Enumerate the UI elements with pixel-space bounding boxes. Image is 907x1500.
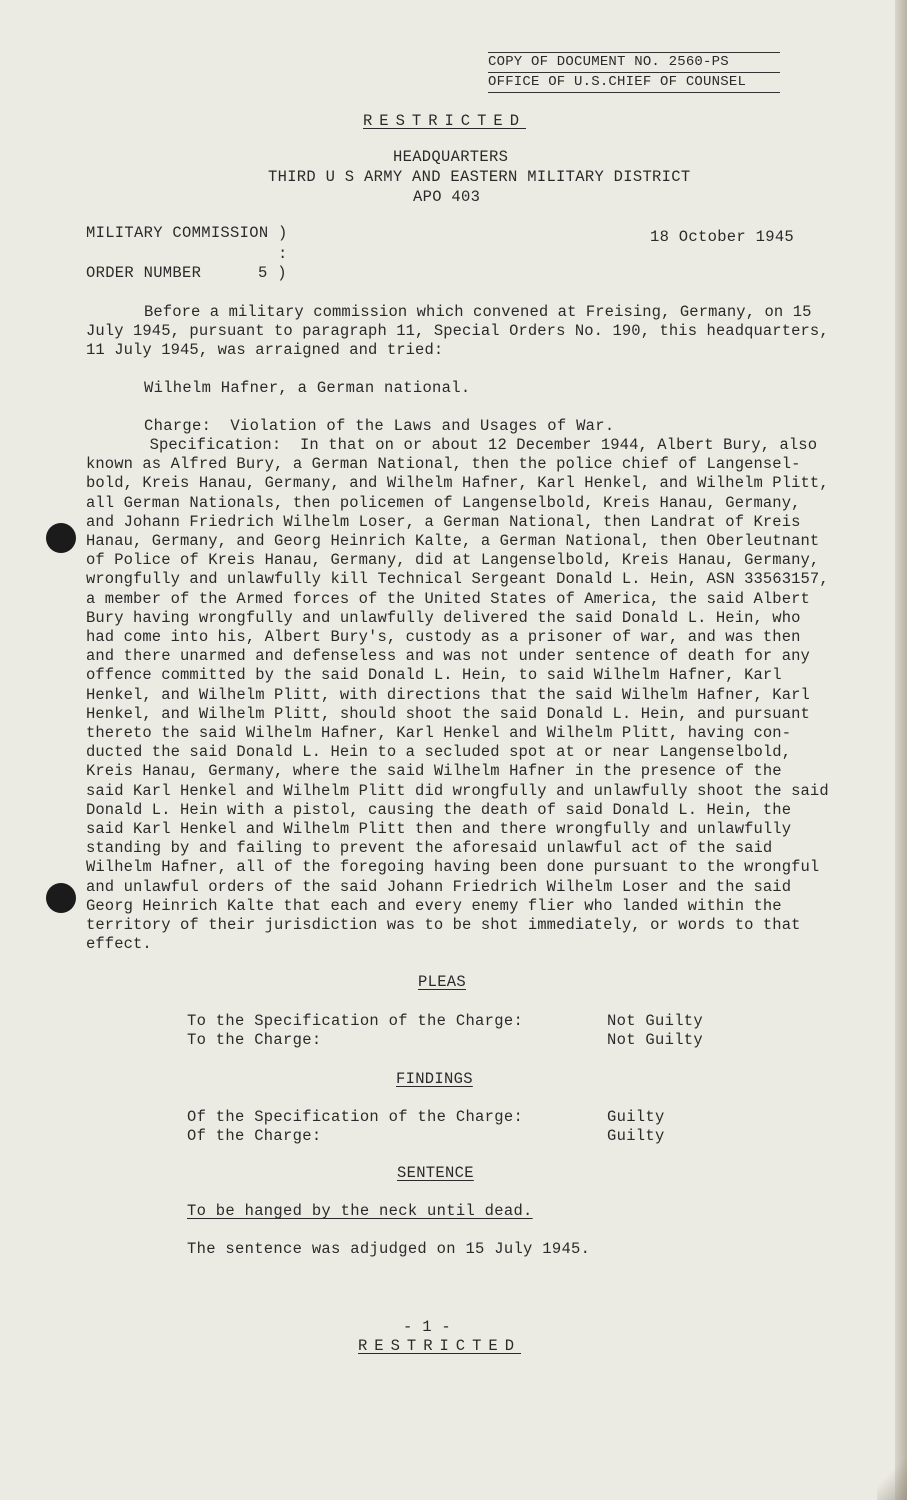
order-number-value: 5 ) [258, 264, 287, 282]
specification-line: and Johann Friedrich Wilhelm Loser, a German National, then Landrat of Kreis [86, 512, 801, 531]
page-number: - 1 - [403, 1318, 452, 1336]
findings-heading: FINDINGS [396, 1070, 473, 1088]
hq-apo: APO 403 [413, 188, 481, 206]
pleas-heading: PLEAS [418, 973, 467, 991]
specification-line: wrongfully and unlawfully kill Technical Sergeant Donald L. Hein, ASN 33563157, [86, 570, 829, 589]
pleas-charge-value: Not Guilty [607, 1031, 704, 1049]
specification-line: had come into his, Albert Bury's, custody as a prisoner of war, and was then [86, 628, 801, 647]
intro-line: Before a military commission which convened at Freising, Germany, on 15 [144, 303, 812, 321]
sentence-adjudged: The sentence was adjudged on 15 July 1945. [187, 1240, 591, 1258]
order-colon: : [278, 245, 288, 263]
specification-line: known as Alfred Bury, a German National, then the police chief of Langensel- [86, 455, 801, 474]
specification-line: Wilhelm Hafner, all of the foregoing having been done pursuant to the wrongful [86, 858, 820, 877]
specification-line: bold, Kreis Hanau, Germany, and Wilhelm Hafner, Karl Henkel, and Wilhelm Plitt, [86, 474, 829, 493]
specification-line: Donald L. Hein with a pistol, causing the death of said Donald L. Hein, the [86, 800, 792, 819]
intro-line: July 1945, pursuant to paragraph 11, Special Orders No. 190, this headquarters, [86, 322, 829, 341]
pleas-spec-label: To the Specification of the Charge: [187, 1012, 524, 1030]
charge-line: Charge: Violation of the Laws and Usages of War. [144, 417, 615, 435]
specification-line: said Karl Henkel and Wilhelm Plitt did wrongfully and unlawfully shoot the said [86, 781, 829, 800]
findings-spec-value: Guilty [607, 1108, 665, 1126]
sentence-text: To be hanged by the neck until dead. [187, 1202, 533, 1220]
findings-charge-value: Guilty [607, 1127, 665, 1145]
intro-paragraph [86, 303, 846, 361]
hq-unit: THIRD U S ARMY AND EASTERN MILITARY DISTRICT [268, 168, 691, 186]
findings-spec-label: Of the Specification of the Charge: [187, 1108, 524, 1126]
specification-line: thereto the said Wilhelm Hafner, Karl Henkel and Wilhelm Plitt, having con- [86, 724, 792, 743]
specification-line: all German Nationals, then policemen of Langenselbold, Kreis Hanau, Germany, [86, 493, 801, 512]
pleas-spec-value: Not Guilty [607, 1012, 704, 1030]
specification-line: Hanau, Germany, and Georg Heinrich Kalte, a German National, then Oberleutnant [86, 532, 820, 551]
punch-hole-lower [46, 883, 76, 913]
accused-name: Wilhelm Hafner, a German national. [144, 379, 471, 397]
specification-line: standing by and failing to prevent the aforesaid unlawful act of the said [86, 839, 773, 858]
specification-paragraph [86, 436, 846, 954]
specification-line: offence committed by the said Donald L. Hein, to said Wilhelm Hafner, Karl [86, 666, 782, 685]
commission-label: MILITARY COMMISSION ) [86, 224, 288, 242]
hq-title: HEADQUARTERS [393, 148, 509, 166]
specification-line: a member of the Armed forces of the United States of America, the said Albert [86, 589, 810, 608]
specification-line: Georg Heinrich Kalte that each and every enemy flier who landed within the [86, 896, 782, 915]
specification-line: Henkel, and Wilhelm Plitt, should shoot the said Donald L. Hein, and pursuant [86, 704, 810, 723]
sentence-heading: SENTENCE [397, 1164, 474, 1182]
specification-line: said Karl Henkel and Wilhelm Plitt then and there wrongfully and unlawfully [86, 820, 792, 839]
copy-document-number: COPY OF DOCUMENT NO. 2560-PS [488, 53, 780, 73]
specification-line: of Police of Kreis Hanau, Germany, did at Langenselbold, Kreis Hanau, Germany, [86, 551, 820, 570]
order-date: 18 October 1945 [650, 228, 795, 246]
specification-line: effect. [86, 935, 152, 954]
corner-shadow [877, 1440, 907, 1500]
findings-charge-label: Of the Charge: [187, 1127, 322, 1145]
specification-line: and there unarmed and defenseless and was not under sentence of death for any [86, 647, 810, 666]
pleas-charge-label: To the Charge: [187, 1031, 322, 1049]
specification-line: Henkel, and Wilhelm Plitt, with directions that the said Wilhelm Hafner, Karl [86, 685, 810, 704]
specification-line: Specification: In that on or about 12 December 1944, Albert Bury, also [112, 436, 818, 454]
specification-line: Kreis Hanau, Germany, where the said Wilhelm Hafner in the presence of the [86, 762, 782, 781]
copy-header [488, 52, 780, 93]
order-number-label: ORDER NUMBER [86, 264, 202, 282]
specification-line: territory of their jurisdiction was to be shot immediately, or words to that [86, 916, 801, 935]
punch-hole-upper [46, 523, 76, 553]
specification-line: ducted the said Donald L. Hein to a secluded spot at or near Langenselbold, [86, 743, 792, 762]
paper-edge [895, 0, 907, 1500]
intro-line: 11 July 1945, was arraigned and tried: [86, 341, 444, 360]
classification-top: RESTRICTED [363, 112, 527, 130]
copy-office-line: OFFICE OF U.S.CHIEF OF COUNSEL [488, 73, 780, 93]
classification-bottom: RESTRICTED [358, 1337, 522, 1355]
specification-line: Bury having wrongfully and unlawfully delivered the said Donald L. Hein, who [86, 608, 801, 627]
specification-line: and unlawful orders of the said Johann Friedrich Wilhelm Loser and the said [86, 877, 792, 896]
